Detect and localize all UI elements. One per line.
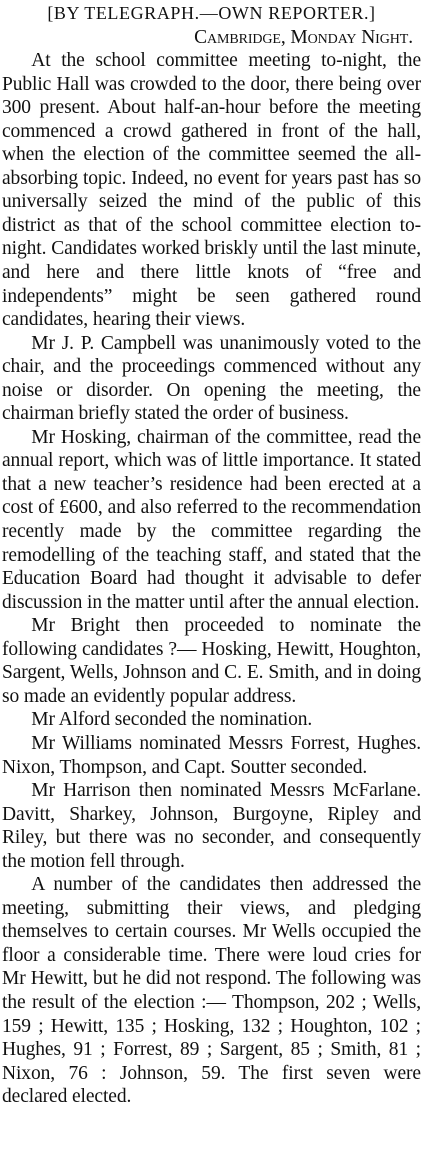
paragraph-nomination-bright: Mr Bright then proceeded to nominate the following candidates ?— Hosking, Hewitt, Houghton, Sargent, Wells, Johnson and C. E. Smith, and in doing so made an evidently popular address. xyxy=(2,615,421,707)
paragraph-opening: At the school committee meeting to-night, the Public Hall was crowded to the door, there being over 300 present. About half-an-hour before the meeting commenced a crowd gathered in front of the hall, when the election of the committee seemed the all-absorbing topic. Indeed, no event for years past has so universally seized the mind of the public of this district as that of the school committee election to-night. Candidates worked briskly until the last minute, and here and there little knots of “free and independents” might be seen gathered round candidates, hearing their views. xyxy=(2,50,421,331)
paragraph-chair: Mr J. P. Campbell was unanimously voted to the chair, and the proceedings commenced without any noise or disorder. On opening the meeting, the chairman briefly stated the order of business. xyxy=(2,332,421,425)
paragraph-nomination-williams: Mr Williams nominated Messrs Forrest, Hughes. Nixon, Thompson, and Capt. Soutter seconded. xyxy=(2,732,421,778)
dateline: Cambridge, Monday Night. xyxy=(194,26,413,48)
paragraph-annual-report: Mr Hosking, chairman of the committee, read the annual report, which was of little importance. It stated that a new teacher’s residence had been erected at a cost of £600, and also referred to the recommendation recently made by the committee regarding the remodelling of the teaching staff, and stated that the Education Board had thought it advisable to defer discussion in the matter until after the annual election. xyxy=(2,426,421,613)
telegraph-header: [BY TELEGRAPH.—OWN REPORTER.] xyxy=(47,3,376,23)
paragraph-nomination-harrison: Mr Harrison then nominated Messrs McFarlane. Davitt, Sharkey, Johnson, Burgoyne, Ripley and Riley, but there was no seconder, and consequently the motion fell through. xyxy=(2,780,421,872)
paragraph-seconded-alford: Mr Alford seconded the nomination. xyxy=(31,709,313,731)
paragraph-election-result: A number of the candidates then addressed the meeting, submitting their views, and pledging themselves to certain courses. Mr Wells occupied the floor a considerable time. There were loud cries for Mr Hewitt, but he did not respond. The following was the result of the election :— Thompson, 202 ; Wells, 159 ; Hewitt, 135 ; Hosking, 132 ; Houghton, 102 ; Hughes, 91 ; Forrest, 89 ; Sargent, 85 ; Smith, 81 ; Nixon, 76 : Johnson, 59. The first seven were declared elected. xyxy=(2,874,421,1108)
